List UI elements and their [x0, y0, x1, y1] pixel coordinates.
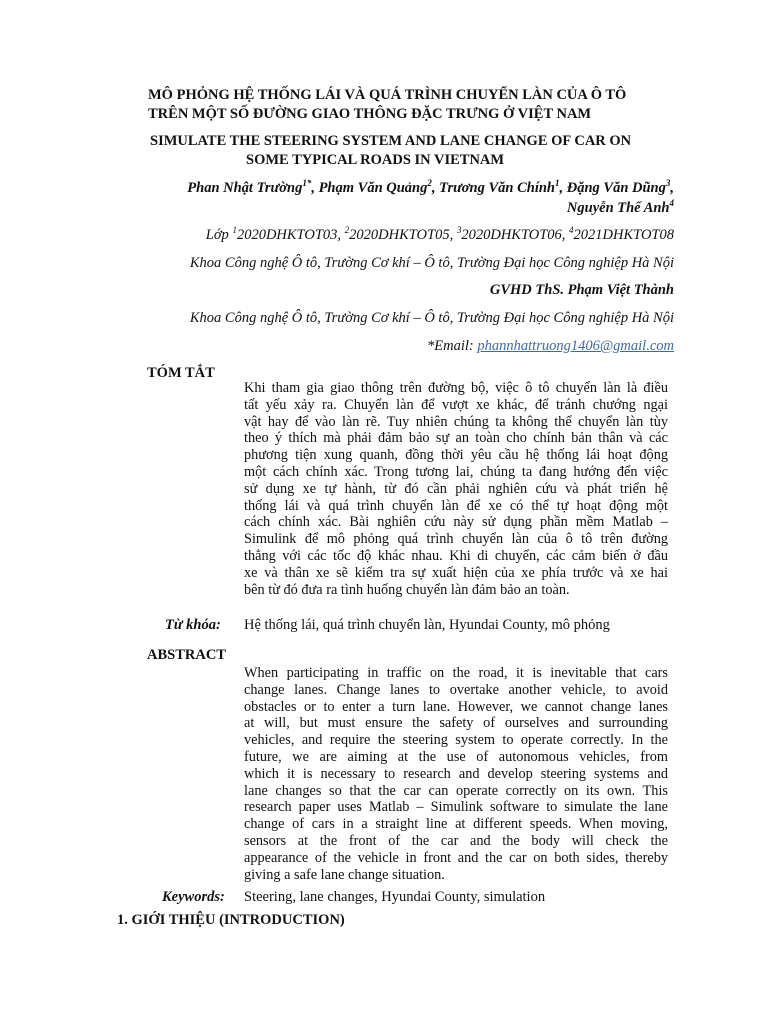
abstract-paragraph: [244, 665, 668, 883]
class-sup: 4: [569, 225, 574, 236]
title-en-line-1: SIMULATE THE STEERING SYSTEM AND LANE CHANGE OF CAR ON: [150, 133, 632, 149]
title-en-line-2: SOME TYPICAL ROADS IN VIETNAM: [246, 152, 505, 168]
author-sup: 2: [427, 178, 432, 189]
tom-tat-heading: TÓM TẮT: [147, 365, 215, 381]
paragraph-line: Simulink để mô phỏng quá trình chuyển làn của ô tô trên đường: [244, 531, 668, 548]
paragraph-line: lane changes so that the car can operate correctly on its own. This: [244, 782, 668, 799]
paragraph-line: at will, but must ensure the safety of ourselves and surrounding: [244, 715, 668, 732]
affiliation-2: Khoa Công nghệ Ô tô, Trường Cơ khí – Ô tô, Trường Đại học Công nghiệp Hà Nội: [189, 310, 674, 326]
tu-khoa-text: Hệ thống lái, quá trình chuyển làn, Hyundai County, mô phỏng: [244, 617, 610, 633]
abstract-heading: ABSTRACT: [147, 647, 226, 663]
author-name: Nguyễn Thế Anh: [566, 200, 670, 216]
paragraph-line: thẳng với các tốc độ khác nhau. Khi di chuyển, các cảm biến ở đầu: [244, 547, 668, 564]
author-line-1: Phan Nhật Trường$^{1*}$, Phạm Văn Quảng$^2$, Trương Văn Chính$^1$, Đặng Văn Dũng$^3$,: [187, 178, 674, 196]
author-sup: 1: [555, 178, 560, 189]
paragraph-line: theo ý thích mà phải đảm bảo sự an toàn cho chính bản thân và các: [244, 430, 668, 447]
title-vietnamese: [148, 86, 688, 124]
paragraph-line: sensors at the front of the car and the body will check the: [244, 832, 668, 849]
paragraph-line: obstacles or to enter a turn lane. However, we cannot change lanes: [244, 698, 668, 715]
paragraph-line: Khi tham gia giao thông trên đường bộ, việc ô tô chuyển làn là điều: [244, 380, 668, 396]
title-vn-line-2: TRÊN MỘT SỐ ĐƯỜNG GIAO THÔNG ĐẶC TRƯNG Ở VIỆT NAM: [148, 106, 592, 122]
paragraph-line: change lanes. Change lanes to overtake another vehicle, to avoid: [244, 681, 668, 698]
paragraph-line: appearance of the vehicle in front and the car on both sides, thereby: [244, 849, 668, 866]
author-sup: 4: [669, 198, 674, 209]
author-name: Trương Văn Chính: [439, 180, 555, 196]
class-sup: 1: [232, 225, 237, 236]
author-line-2: [187, 198, 674, 218]
paragraph-line: which it is necessary to research and develop steering systems and: [244, 765, 668, 782]
keywords-label: Keywords:: [162, 889, 225, 905]
author-sup: 3: [665, 178, 671, 189]
author-list: [187, 178, 674, 218]
class-code: 2020DHKTOT03: [236, 227, 338, 243]
tom-tat-paragraph: [244, 380, 668, 598]
class-prefix: Lớp: [205, 227, 229, 243]
author-name: Đặng Văn Dũng: [566, 180, 666, 196]
paragraph-line: tất yếu xảy ra. Chuyển làn để vượt xe khác, để tránh chướng ngại: [244, 396, 668, 413]
email-label: *Email:: [427, 338, 474, 354]
class-line: Lớp $^1$2020DHKTOT03, $^2$2020DHKTOT05, $^3$2020DHKTOT06, $^4$2021DHKTOT08: [205, 225, 674, 243]
introduction-heading: 1. GIỚI THIỆU (INTRODUCTION): [117, 912, 345, 928]
paragraph-line: thống lái và quá trình chuyển làn để xe có thể tự hoạt động một: [244, 497, 668, 514]
paragraph-line: When participating in traffic on the road, it is inevitable that cars: [244, 665, 668, 681]
paragraph-line: research paper uses Matlab – Simulink software to simulate the lane: [244, 799, 668, 816]
paragraph-line: future, we are aiming at the use of autonomous vehicles, from: [244, 748, 668, 765]
email-line: [427, 336, 674, 356]
class-sup: 2: [344, 225, 350, 236]
keywords-text: Steering, lane changes, Hyundai County, simulation: [244, 889, 546, 905]
paragraph-line: phương tiện xung quanh, đồng thời yêu cầu hệ thống lái hoạt động: [244, 447, 668, 464]
title-vn-line-1: MÔ PHỎNG HỆ THỐNG LÁI VÀ QUÁ TRÌNH CHUYỂN LÀN CỦA Ô TÔ: [148, 87, 627, 103]
author-name: Phạm Văn Quảng: [318, 180, 428, 196]
paragraph-line: xe và thân xe sẽ kiểm tra sự xuất hiện của xe phía trước và xe hai: [244, 564, 668, 581]
title-english: [150, 132, 690, 170]
paragraph-line: vehicles, and require the steering system to operate correctly. In the: [244, 732, 668, 749]
class-code: 2020DHKTOT05: [349, 227, 450, 243]
paragraph-line: một cách chính xác. Trong tương lai, chúng ta đang hướng đến việc: [244, 463, 668, 480]
email-link[interactable]: phannhattruong1406@gmail.com: [477, 338, 674, 354]
class-code: 2021DHKTOT08: [573, 227, 674, 243]
paragraph-line: bên từ đó đưa ra tình huống chuyển làn đảm bảo an toàn.: [244, 581, 570, 598]
author-sup: 1*: [302, 178, 312, 189]
author-name: Phan Nhật Trường: [187, 180, 303, 196]
affiliation-1: Khoa Công nghệ Ô tô, Trường Cơ khí – Ô tô, Trường Đại học Công nghiệp Hà Nội: [189, 255, 674, 271]
advisor: GVHD ThS. Phạm Việt Thành: [489, 282, 674, 298]
class-sup: 3: [456, 225, 462, 236]
paragraph-line: change of cars in a straight line at different speeds. When moving,: [244, 816, 668, 833]
paragraph-line: sử dụng xe tự hành, từ đó cần phải nghiên cứu và phát triển hệ: [244, 480, 668, 497]
class-code: 2020DHKTOT06: [461, 227, 562, 243]
tu-khoa-label: Từ khóa:: [165, 617, 221, 633]
paragraph-line: vật hay để vào làn rẽ. Tuy nhiên chúng ta không thể chuyển làn tùy: [244, 413, 668, 430]
paragraph-line: cách chính xác. Bài nghiên cứu này sử dụng phần mềm Matlab –: [244, 514, 668, 531]
paragraph-line: giving a safe lane change situation.: [244, 866, 445, 883]
